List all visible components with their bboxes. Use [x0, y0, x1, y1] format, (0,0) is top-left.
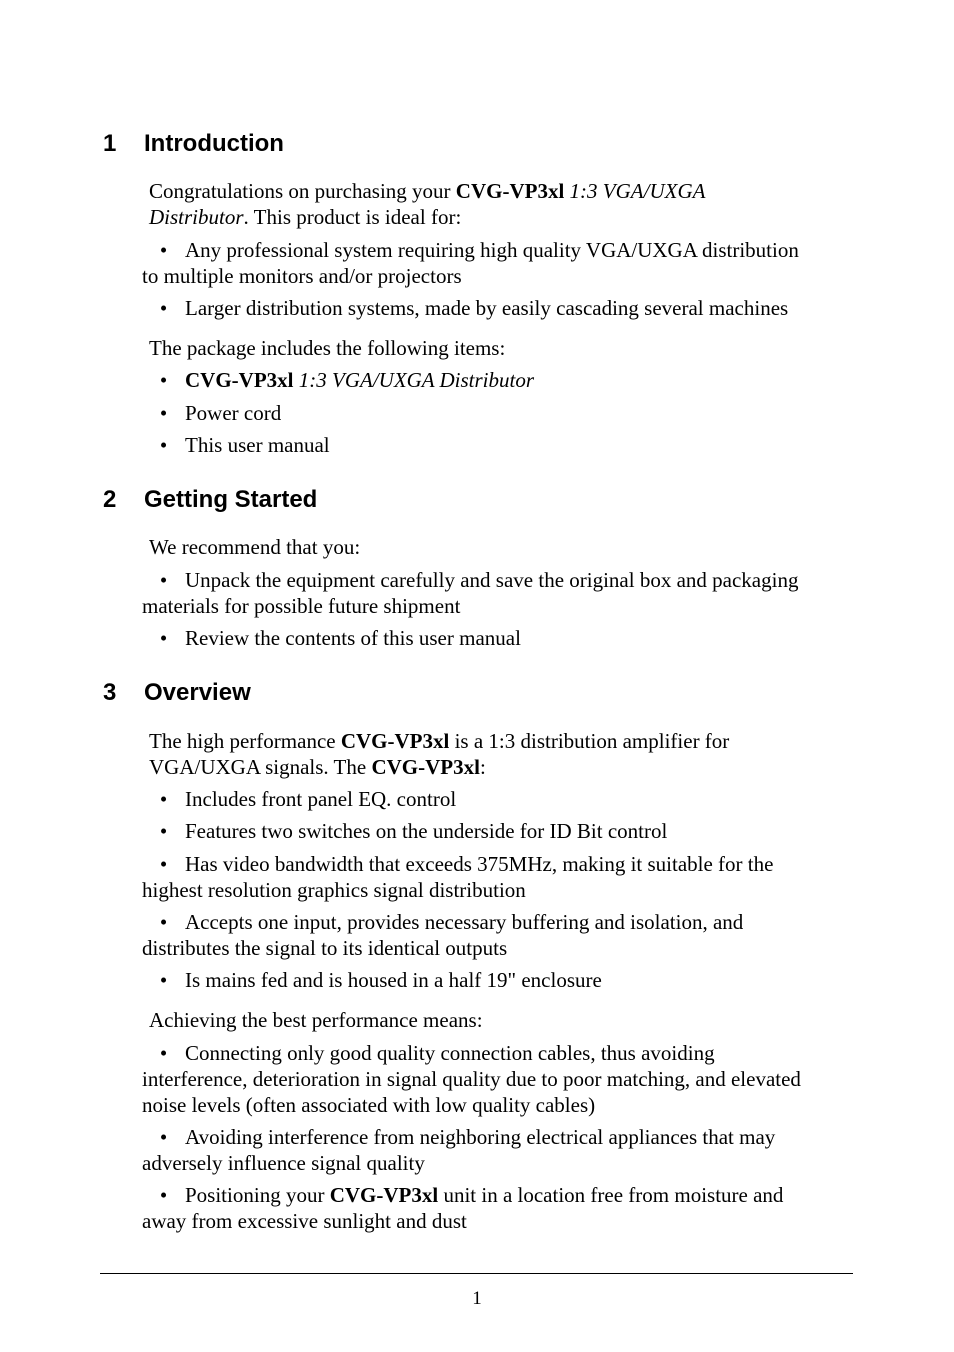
text-run: Congratulations on purchasing your	[149, 179, 456, 203]
list-item	[142, 400, 858, 426]
list-text: Avoiding interference from neighboring electrical appliances that may	[185, 1125, 776, 1149]
list-text: to multiple monitors and/or projectors	[142, 264, 462, 288]
list-item	[142, 367, 858, 393]
product-name: CVG-VP3xl	[185, 368, 294, 392]
list-text: Unpack the equipment carefully and save the original box and packaging	[185, 568, 799, 592]
list-text: Is mains fed and is housed in a half 19" enclosure	[185, 968, 602, 992]
bullet-icon: •	[159, 910, 168, 934]
list-text: highest resolution graphics signal distribution	[142, 878, 526, 902]
footer-divider	[100, 1273, 853, 1274]
bullet-icon: •	[159, 787, 168, 811]
list-text: Features two switches on the underside for ID Bit control	[185, 819, 668, 843]
product-name: CVG-VP3xl	[340, 729, 450, 753]
list-text: This user manual	[185, 433, 330, 457]
product-name: CVG-VP3xl	[455, 179, 565, 203]
text-run: The high performance	[149, 729, 341, 753]
bullet-icon: •	[159, 433, 168, 457]
text-run: Positioning your	[185, 1183, 330, 1207]
bullet-icon: •	[159, 238, 168, 262]
list-item	[142, 1182, 858, 1234]
list-item	[142, 237, 858, 289]
list-item	[142, 1040, 858, 1118]
best-performance-intro: Achieving the best performance means:	[149, 1008, 483, 1032]
list-item	[142, 1124, 858, 1176]
section-number: 2	[103, 486, 117, 513]
product-name: CVG-VP3xl	[329, 1183, 439, 1207]
section-title: Getting Started	[144, 486, 318, 513]
text-run: away from excessive sunlight and dust	[142, 1209, 467, 1233]
section-heading-introduction	[103, 130, 284, 158]
bullet-icon: •	[159, 368, 168, 392]
list-text: materials for possible future shipment	[142, 594, 461, 618]
package-intro: The package includes the following items:	[149, 336, 506, 360]
list-item	[142, 909, 858, 961]
bullet-icon: •	[159, 819, 168, 843]
bullet-icon: •	[159, 401, 168, 425]
text-run: :	[479, 755, 486, 779]
list-text: Power cord	[185, 401, 282, 425]
list-text: Larger distribution systems, made by easily cascading several machines	[185, 296, 789, 320]
list-text: Any professional system requiring high quality VGA/UXGA distribution	[185, 238, 799, 262]
list-item	[142, 295, 858, 321]
section-title: Introduction	[144, 130, 284, 157]
text-run: is a 1:3 distribution amplifier for	[449, 729, 730, 753]
section-heading-overview	[103, 679, 251, 707]
bullet-icon: •	[159, 296, 168, 320]
section-heading-getting-started	[103, 486, 317, 514]
list-item	[142, 625, 858, 651]
list-text: interference, deterioration in signal quality due to poor matching, and elevated	[142, 1067, 801, 1091]
recommend-intro: We recommend that you:	[149, 535, 361, 559]
overview-paragraph	[149, 728, 849, 780]
text-run: VGA/UXGA signals. The	[149, 755, 372, 779]
bullet-icon: •	[159, 968, 168, 992]
text-run: unit in a location free from moisture and	[438, 1183, 784, 1207]
list-item	[142, 432, 858, 458]
list-text: Has video bandwidth that exceeds 375MHz, making it suitable for the	[185, 852, 774, 876]
page-number: 1	[472, 1288, 482, 1309]
list-text: Accepts one input, provides necessary buffering and isolation, and	[185, 910, 744, 934]
list-text: noise levels (often associated with low quality cables)	[142, 1093, 596, 1117]
intro-paragraph	[149, 178, 849, 230]
list-text: Review the contents of this user manual	[185, 626, 521, 650]
product-description: Distributor	[149, 205, 244, 229]
list-item	[142, 967, 858, 993]
list-text: distributes the signal to its identical outputs	[142, 936, 508, 960]
bullet-icon: •	[159, 1183, 168, 1207]
bullet-icon: •	[159, 626, 168, 650]
product-description: 1:3 VGA/UXGA	[564, 179, 706, 203]
text-run: . This product is ideal for:	[243, 205, 462, 229]
list-text: adversely influence signal quality	[142, 1151, 425, 1175]
list-item	[142, 786, 858, 812]
list-item	[142, 818, 858, 844]
bullet-icon: •	[159, 568, 168, 592]
section-number: 1	[103, 130, 117, 157]
bullet-icon: •	[159, 1125, 168, 1149]
list-text: Includes front panel EQ. control	[185, 787, 457, 811]
list-text: Connecting only good quality connection cables, thus avoiding	[185, 1041, 715, 1065]
bullet-icon: •	[159, 852, 168, 876]
bullet-icon: •	[159, 1041, 168, 1065]
list-item	[142, 851, 858, 903]
product-name: CVG-VP3xl	[371, 755, 480, 779]
section-number: 3	[103, 679, 117, 706]
product-description: 1:3 VGA/UXGA Distributor	[293, 368, 535, 392]
section-title: Overview	[144, 679, 251, 706]
list-item	[142, 567, 858, 619]
